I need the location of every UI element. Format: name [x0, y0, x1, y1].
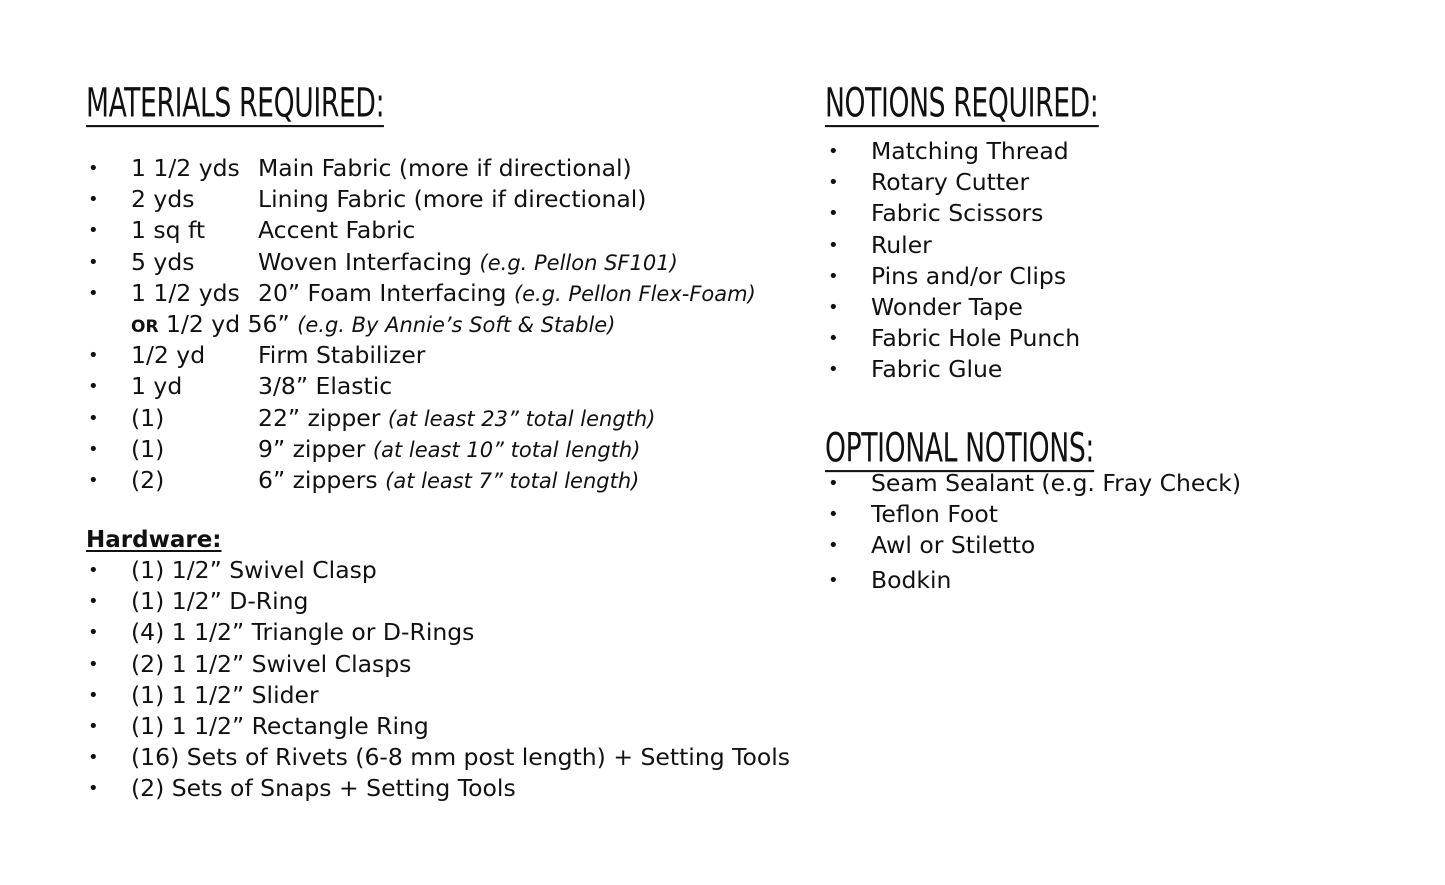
list-item — [828, 136, 1388, 167]
item-text: Ruler — [871, 230, 932, 259]
list-item — [88, 434, 808, 465]
notions-list — [828, 136, 1388, 386]
item-text: Fabric Hole Punch — [871, 324, 1081, 353]
list-item — [88, 465, 808, 496]
bullet-icon: • — [88, 560, 99, 581]
bullet-icon: • — [828, 328, 839, 350]
item-text: Pins and/or Clips — [871, 261, 1067, 290]
list-item — [828, 323, 1388, 354]
list-item — [88, 555, 808, 586]
item-quantity: (2) — [131, 465, 165, 494]
bullet-icon: • — [88, 778, 99, 800]
bullet-icon: • — [88, 407, 99, 429]
list-item — [828, 292, 1388, 323]
list-item — [828, 198, 1388, 229]
bullet-icon: • — [828, 504, 839, 526]
bullet-icon: • — [828, 569, 839, 591]
item-description: 9” zipper (at least 10” total length) — [258, 434, 641, 463]
bullet-icon: • — [88, 376, 99, 398]
list-item — [88, 340, 808, 371]
item-description: Lining Fabric (more if directional) — [258, 185, 647, 214]
optional-notions-heading: OPTIONAL NOTIONS: — [825, 424, 1094, 472]
list-item — [88, 586, 808, 617]
list-item — [828, 468, 1388, 499]
item-text: Matching Thread — [871, 137, 1069, 165]
item-text: Fabric Glue — [871, 355, 1003, 384]
item-text: (1) 1/2” D-Ring — [131, 587, 309, 616]
alternate-item — [88, 309, 808, 340]
item-description: 22” zipper (at least 23” total length) — [258, 403, 656, 432]
notions-heading: NOTIONS REQUIRED: — [825, 79, 1099, 127]
list-item — [828, 167, 1388, 198]
bullet-icon: • — [828, 141, 839, 162]
list-item — [828, 530, 1388, 561]
bullet-icon: • — [88, 251, 99, 273]
item-description: 6” zippers (at least 7” total length) — [258, 465, 640, 494]
item-text: Bodkin — [871, 565, 952, 594]
list-item — [828, 354, 1388, 385]
item-description: 3/8” Elastic — [258, 372, 393, 401]
bullet-icon: • — [88, 653, 99, 675]
list-item — [88, 711, 808, 742]
optional-notions-list — [828, 468, 1388, 596]
item-quantity: 1 yd — [131, 372, 183, 401]
bullet-icon: • — [88, 715, 99, 737]
item-quantity: 1/2 yd — [131, 341, 206, 370]
item-text: (1) 1 1/2” Rectangle Ring — [131, 711, 429, 740]
bullet-icon: • — [88, 622, 99, 644]
bullet-icon: • — [828, 234, 839, 256]
item-text: (1) 1 1/2” Slider — [131, 680, 319, 709]
item-quantity: 2 yds — [131, 185, 195, 214]
materials-heading: MATERIALS REQUIRED: — [86, 79, 385, 127]
item-quantity: 5 yds — [131, 247, 195, 276]
list-item — [88, 184, 808, 215]
item-description: Main Fabric (more if directional) — [258, 154, 632, 182]
item-text: (4) 1 1/2” Triangle or D-Rings — [131, 618, 475, 647]
item-description: Accent Fabric — [258, 216, 416, 245]
list-item — [88, 649, 808, 680]
bullet-icon: • — [828, 296, 839, 318]
bullet-icon: • — [88, 591, 99, 613]
item-text: Seam Sealant (e.g. Fray Check) — [871, 469, 1242, 497]
materials-list — [88, 153, 808, 496]
list-item — [88, 153, 808, 184]
list-item — [88, 371, 808, 402]
item-text: Rotary Cutter — [871, 168, 1030, 197]
list-item — [88, 215, 808, 246]
hardware-list — [88, 555, 808, 805]
item-text: Fabric Scissors — [871, 199, 1044, 228]
bullet-icon: • — [828, 535, 839, 557]
bullet-icon: • — [828, 172, 839, 194]
bullet-icon: • — [88, 189, 99, 211]
list-item — [88, 617, 808, 648]
list-item — [828, 499, 1388, 530]
item-quantity: (1) — [131, 403, 165, 432]
item-text: (16) Sets of Rivets (6-8 mm post length) + Setting Tools — [131, 743, 790, 772]
list-item — [828, 565, 1388, 596]
bullet-icon: • — [88, 158, 99, 179]
item-description: Woven Interfacing (e.g. Pellon SF101) — [258, 247, 678, 276]
list-item — [828, 230, 1388, 261]
bullet-icon: • — [88, 684, 99, 706]
bullet-icon: • — [828, 359, 839, 381]
bullet-icon: • — [828, 473, 839, 494]
list-item — [88, 247, 808, 278]
item-text: (1) 1/2” Swivel Clasp — [131, 556, 377, 584]
list-item — [828, 261, 1388, 292]
bullet-icon: • — [828, 265, 839, 287]
item-description: Firm Stabilizer — [258, 341, 426, 370]
item-text: Awl or Stiletto — [871, 531, 1036, 560]
item-quantity: 1 1/2 yds — [131, 154, 240, 182]
item-quantity: (1) — [131, 434, 165, 463]
list-item — [88, 680, 808, 711]
item-quantity: 1 sq ft — [131, 216, 206, 245]
bullet-icon: • — [88, 282, 99, 304]
list-item — [88, 278, 808, 309]
bullet-icon: • — [88, 345, 99, 367]
list-item — [88, 742, 808, 773]
bullet-icon: • — [828, 203, 839, 225]
item-quantity: 1 1/2 yds — [131, 278, 240, 307]
alternate-text: OR 1/2 yd 56” (e.g. By Annie’s Soft & Stable) — [131, 309, 616, 338]
item-text: Wonder Tape — [871, 292, 1023, 321]
bullet-icon: • — [88, 438, 99, 460]
list-item — [88, 773, 808, 804]
item-text: (2) 1 1/2” Swivel Clasps — [131, 649, 412, 678]
list-item — [88, 403, 808, 434]
bullet-icon: • — [88, 469, 99, 491]
bullet-icon: • — [88, 747, 99, 769]
bullet-icon: • — [88, 220, 99, 242]
hardware-heading: Hardware: — [86, 527, 222, 553]
item-text: Teflon Foot — [871, 500, 999, 529]
item-description: 20” Foam Interfacing (e.g. Pellon Flex-Foam) — [258, 278, 756, 307]
item-text: (2) Sets of Snaps + Setting Tools — [131, 774, 516, 803]
